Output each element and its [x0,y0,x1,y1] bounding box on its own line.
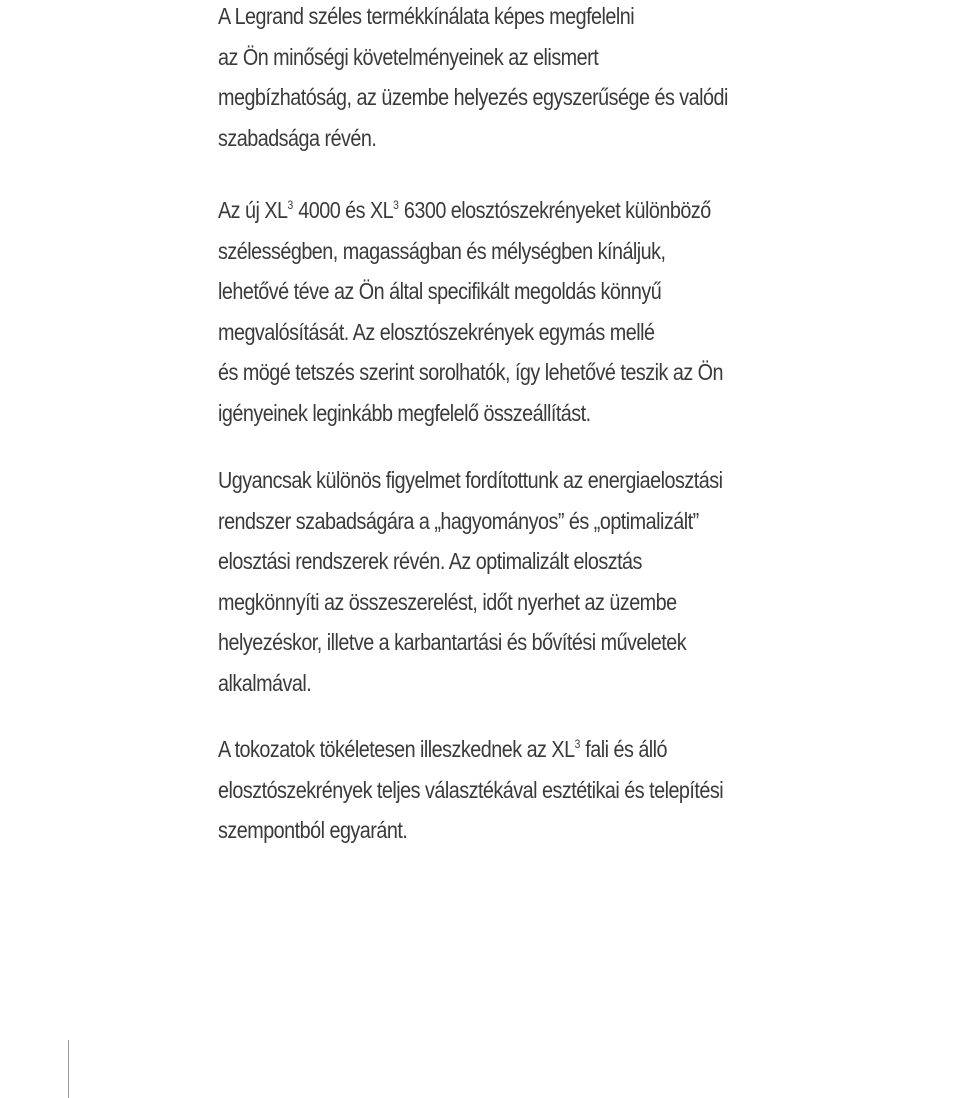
text-line: szélességben, magasságban és mélységben kínáljuk, [218,237,666,264]
text-line [218,729,723,770]
text-fragment: 6300 elosztószekrényeket különböző [398,197,711,223]
text-fragment: fali és álló [580,736,668,762]
text-line: az Ön minőségi követelményeinek az elismert [218,43,599,70]
text-line: helyezéskor, illetve a karbantartási és bővítési műveletek [218,629,687,655]
paragraph-intro [218,0,728,158]
text-line: szempontból egyaránt. [218,817,408,843]
superscript: 3 [393,198,399,213]
text-fragment: A tokozatok tökéletesen illeszkednek az XL [218,736,575,762]
text-fragment: 4000 és XL [293,197,394,223]
text-line: Ugyancsak különös figyelmet fordítottunk az energiaelosztási [218,467,723,493]
text-line: rendszer szabadságára a „hagyományos” és „optimalizált” [218,507,699,534]
paragraph-cabinets [218,190,723,433]
text-line [218,190,723,231]
text-line: megkönnyíti az összeszerelést, időt nyerhet az üzembe [218,588,677,615]
text-line: A Legrand széles termékkínálata képes megfelelni [218,3,635,29]
paragraph-distribution [218,460,722,703]
superscript: 3 [574,737,581,752]
text-line: lehetővé téve az Ön által specifikált megoldás könnyű [218,278,662,304]
text-line: megvalósítását. Az elosztószekrények egymás mellé [218,318,655,345]
text-line: elosztószekrények teljes választékával esztétikai és telepítési [218,776,724,803]
text-line: igényeinek leginkább megfelelő összeállítást. [218,399,591,426]
text-line: szabadsága révén. [218,124,377,151]
text-line: és mögé tetszés szerint sorolhatók, így lehetővé teszik az Ön [218,359,724,385]
text-line: alkalmával. [218,669,312,696]
paragraph-enclosures [218,729,723,851]
text-fragment: Az új XL [218,197,288,223]
text-line: elosztási rendszerek révén. Az optimalizált elosztás [218,548,642,574]
superscript: 3 [287,198,294,213]
crop-mark [68,1040,69,1098]
text-line: megbízhatóság, az üzembe helyezés egyszerűsége és valódi [218,84,728,110]
